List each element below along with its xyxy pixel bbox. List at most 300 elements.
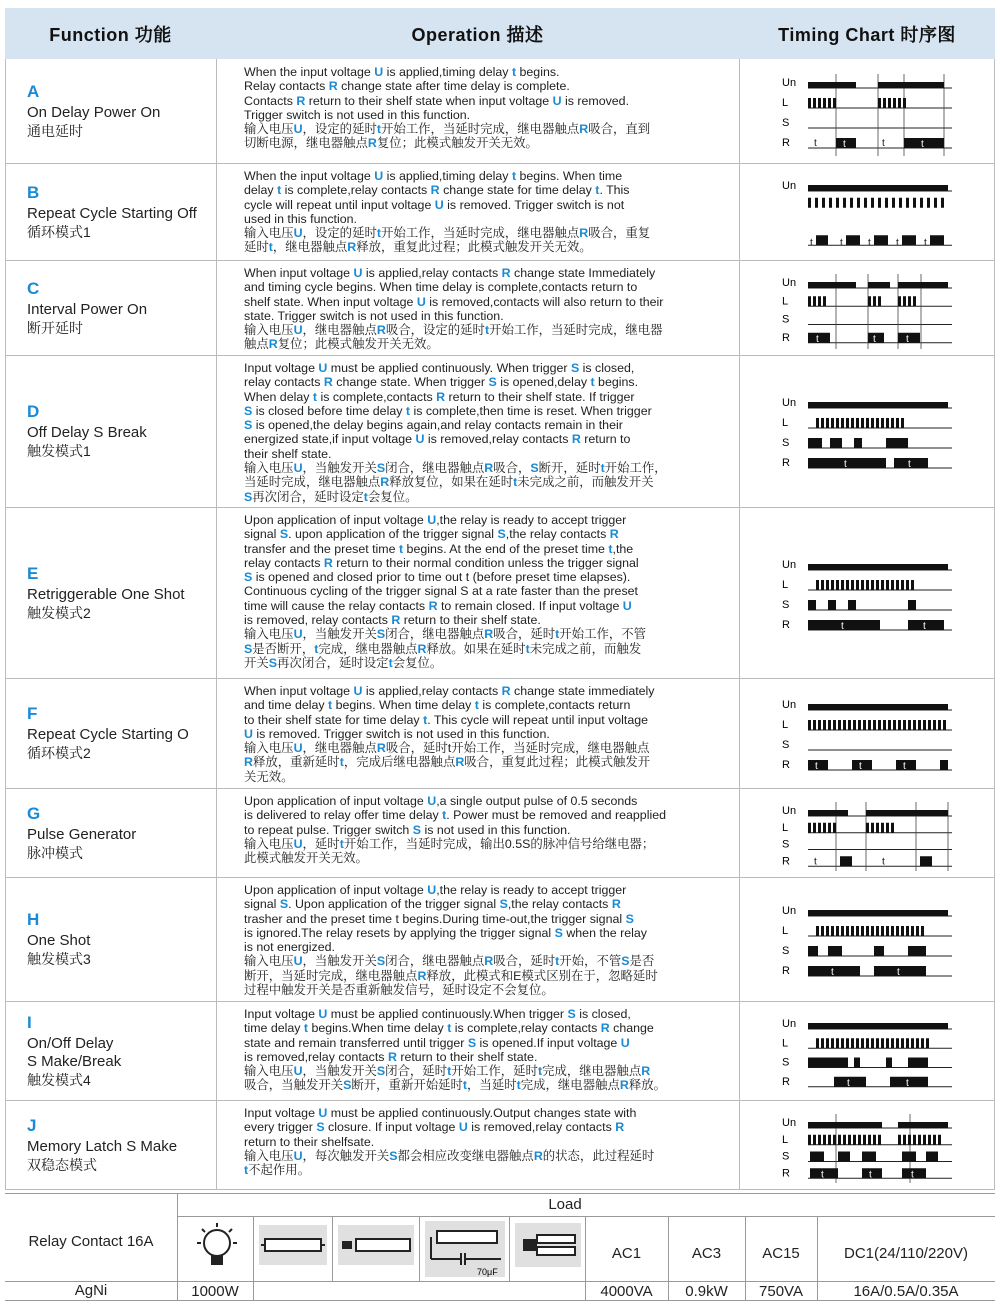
operation-highlight: t — [442, 808, 447, 823]
operation-highlight: t — [405, 403, 410, 418]
operation-highlight: t — [511, 65, 517, 79]
load-end-border — [5, 1300, 995, 1301]
chart-block-s — [862, 1152, 876, 1162]
operation-highlight: R — [619, 1078, 629, 1093]
operation-fragment: is complete,contacts — [317, 389, 437, 404]
operation-highlight: S — [376, 627, 386, 642]
operation-fragment: is opened.If input voltage — [476, 1035, 621, 1050]
operation-fragment: 未完成之前，而触发开关 — [517, 475, 654, 490]
operation-highlight: t — [303, 1021, 309, 1036]
operation-highlight: R — [347, 240, 357, 255]
chart-pulse — [918, 720, 921, 730]
chart-pulse — [836, 198, 839, 208]
operation-fragment: . This cycle will repeat until input voltage — [427, 712, 649, 727]
chart-label-l: L — [782, 417, 789, 429]
chart-pulse — [858, 720, 861, 730]
timing-chart-a — [782, 66, 962, 156]
operation-fragment: is removed. Trigger switch is not used in this function. — [252, 726, 550, 741]
operation-line — [244, 390, 722, 404]
chart-block-r — [816, 235, 828, 245]
operation-highlight: R — [244, 755, 253, 770]
chart-block-un — [898, 1122, 948, 1128]
operation-fragment: 吸合，直到 — [588, 122, 651, 137]
operation-line — [244, 851, 722, 865]
operation-fragment: ，设定的延时 — [302, 226, 377, 241]
chart-pulse — [876, 580, 879, 590]
operation-fragment: is closed before time delay — [252, 403, 406, 418]
chart-t-label: t — [882, 856, 885, 868]
operation-fragment: is applied,timing delay — [383, 65, 512, 79]
chart-pulse — [826, 418, 829, 428]
chart-pulse — [863, 1135, 866, 1145]
operation-line — [244, 79, 722, 93]
operation-fragment: When delay — [244, 389, 313, 404]
chart-pulse — [823, 296, 826, 306]
chart-block-r — [808, 620, 880, 630]
load-v3 — [419, 1216, 420, 1281]
chart-label-s: S — [782, 437, 790, 449]
operation-fragment: must be applied continuously.Output changes state with — [327, 1106, 637, 1120]
operation-fragment: return to their shelf state. — [400, 613, 541, 628]
operation-line — [244, 122, 722, 136]
chart-block-s — [848, 600, 856, 610]
chart-block-un — [878, 82, 944, 88]
chart-block-r — [810, 1168, 838, 1181]
chart-block-un — [808, 185, 948, 191]
timing-chart-b — [782, 169, 962, 254]
operation-fragment: their shelf state. — [244, 446, 332, 461]
operation-text — [244, 794, 722, 865]
operation-line — [244, 1078, 722, 1092]
chart-pulse — [881, 580, 884, 590]
operation-highlight: U — [620, 1035, 630, 1050]
operation-fragment: is applied,relay contacts — [362, 266, 502, 280]
operation-fragment: . Power must be removed and reapplied — [446, 808, 666, 823]
compensated-lamp-icon — [425, 1221, 505, 1277]
chart-pulse — [933, 720, 936, 730]
operation-fragment: 过程中触发开关是否重新触发信号，延时设定不会复位。 — [244, 983, 554, 998]
chart-pulse — [843, 720, 846, 730]
operation-fragment: is removed,contacts will also return to their — [425, 294, 664, 309]
chart-pulse — [831, 1038, 834, 1048]
chart-label-un: Un — [782, 277, 797, 289]
chart-block-r — [846, 235, 860, 245]
operation-highlight: U — [293, 1148, 303, 1163]
operation-fragment: 释放复位，如果在延时 — [389, 475, 514, 490]
operation-line — [244, 969, 722, 983]
material-label: AgNi — [74, 1282, 108, 1299]
operation-fragment: Upon application of input voltage — [244, 794, 428, 808]
operation-line — [244, 542, 722, 556]
operation-fragment: 断开，重新开始延时 — [351, 1078, 463, 1093]
operation-fragment: ，继电器触点 — [302, 741, 377, 756]
operation-fragment: 会复位。 — [367, 489, 418, 504]
chart-block-un — [898, 282, 948, 288]
chart-t-label: t — [814, 138, 817, 149]
operation-fragment: 触点 — [244, 337, 269, 352]
operation-line — [244, 280, 722, 294]
operation-highlight: R — [296, 93, 306, 108]
operation-highlight: U — [415, 432, 425, 447]
chart-pulse — [901, 580, 904, 590]
chart-pulse — [856, 418, 859, 428]
operation-highlight: U — [353, 684, 363, 698]
chart-pulse — [813, 296, 816, 306]
operation-highlight: t — [525, 641, 530, 656]
operation-text — [244, 169, 722, 255]
chart-pulse — [808, 296, 811, 306]
chart-block-s — [838, 1152, 850, 1162]
chart-pulse — [881, 418, 884, 428]
chart-label-s: S — [782, 1150, 790, 1163]
operation-highlight: R — [428, 598, 438, 613]
chart-pulse — [913, 198, 916, 208]
chart-t-label: t — [859, 761, 862, 772]
function-name: On Delay Power On — [27, 104, 161, 121]
function-cell-h — [27, 877, 215, 1001]
chart-pulse — [928, 1135, 931, 1145]
chart-pulse — [921, 1038, 924, 1048]
operation-fragment: return to their shelf state. If trigger — [445, 389, 635, 404]
operation-highlight: S — [316, 1120, 325, 1135]
operation-fragment: 延时 — [244, 240, 269, 255]
operation-line — [244, 1036, 722, 1050]
chart-pulse — [888, 98, 891, 108]
chart-pulse — [815, 198, 818, 208]
operation-fragment: is not used in this function. — [421, 822, 571, 837]
chart-pulse — [836, 580, 839, 590]
operation-fragment: 吸合，设定的延时 — [385, 323, 485, 338]
operation-line — [244, 309, 722, 323]
operation-highlight: R — [268, 337, 278, 352]
load-v4 — [509, 1216, 510, 1281]
chart-label-r: R — [782, 1075, 790, 1088]
operation-line — [244, 823, 722, 837]
operation-highlight: U — [293, 323, 303, 338]
operation-highlight: R — [611, 897, 621, 912]
chart-pulse — [898, 296, 901, 306]
operation-fragment: ，每次触发开关 — [302, 1148, 390, 1163]
operation-fragment: is delivered to relay offer time delay — [244, 808, 443, 823]
chart-label-r: R — [782, 855, 790, 868]
header-operation-label: Operation 描述 — [411, 24, 544, 45]
chart-pulse — [850, 198, 853, 208]
chart-block-un — [868, 282, 890, 288]
operation-fragment: 闭合，继电器触点 — [385, 461, 485, 476]
function-cell-a — [27, 59, 215, 163]
operation-highlight: U — [293, 627, 303, 642]
chart-pulse — [813, 1135, 816, 1145]
chart-t-label: t — [810, 237, 813, 249]
operation-text — [244, 65, 722, 151]
operation-fragment: 输入电压 — [244, 323, 294, 338]
chart-block-un — [808, 910, 948, 916]
chart-label-s: S — [782, 598, 790, 611]
operation-highlight: U — [293, 1064, 303, 1079]
chart-t-label: t — [906, 1077, 909, 1089]
operation-line — [244, 94, 722, 108]
chart-pulse — [886, 580, 889, 590]
operation-highlight: U — [622, 598, 632, 613]
operation-line — [244, 1021, 722, 1035]
chart-label-l: L — [782, 1037, 789, 1050]
operation-highlight: U — [318, 1007, 328, 1021]
operation-highlight: R — [323, 555, 333, 570]
chart-block-r — [904, 138, 944, 148]
timing-chart-h — [782, 894, 962, 984]
operation-highlight: t — [328, 698, 333, 713]
chart-label-s: S — [782, 1056, 790, 1069]
operation-fragment: 释放。如果在延时 — [426, 641, 526, 656]
chart-pulse — [885, 198, 888, 208]
operation-highlight: t — [388, 655, 393, 670]
operation-fragment: is opened and closed prior to time out t (before preset time elapses). — [252, 570, 631, 585]
operation-line — [244, 108, 722, 122]
operation-fragment: 释放，重复此过程；此模式触发开关无效。 — [356, 240, 592, 255]
operation-highlight: R — [391, 613, 401, 628]
operation-highlight: S — [268, 655, 278, 670]
operation-fragment: ,the — [612, 541, 634, 556]
operation-fragment: 断开，当延时完成，继电器触点 — [244, 968, 418, 983]
operation-fragment: begins.When time delay — [308, 1021, 448, 1036]
operation-highlight: S — [244, 489, 253, 504]
chart-t-label: t — [816, 333, 819, 345]
operation-highlight: t — [314, 641, 319, 656]
header-timing — [739, 8, 995, 59]
operation-highlight: R — [417, 641, 427, 656]
operation-highlight: U — [374, 65, 384, 79]
chart-pulse — [871, 580, 874, 590]
chart-label-l: L — [782, 295, 789, 308]
operation-text — [244, 513, 722, 670]
operation-highlight: R — [484, 627, 494, 642]
operation-line — [244, 584, 722, 598]
operation-fragment: . upon application of the trigger signal — [288, 527, 498, 542]
operation-fragment: is closed, — [575, 1007, 631, 1021]
operation-fragment: 开始，不管 — [559, 954, 622, 969]
chart-pulse — [898, 720, 901, 730]
chart-pulse — [836, 418, 839, 428]
chart-pulse — [901, 418, 904, 428]
operation-highlight: t — [462, 1078, 468, 1093]
operation-highlight: t — [537, 1064, 543, 1079]
chart-label-l: L — [782, 578, 789, 591]
chart-block-r — [868, 333, 884, 343]
operation-highlight: U — [353, 266, 363, 280]
function-name: Memory Latch S Make — [27, 1137, 178, 1155]
operation-fragment: 释放，此模式和E模式区别在于，忽略延时 — [426, 968, 658, 983]
operation-fragment: closure. If input voltage — [324, 1120, 459, 1135]
operation-fragment: time delay — [244, 1021, 304, 1036]
operation-line — [244, 1007, 722, 1021]
operation-highlight: t — [555, 954, 560, 969]
chart-pulse — [899, 198, 902, 208]
chart-t-label: t — [896, 237, 899, 249]
operation-highlight: t — [244, 1163, 249, 1178]
operation-highlight: S — [467, 1035, 477, 1050]
chart-pulse — [908, 720, 911, 730]
operation-line — [244, 627, 722, 641]
operation-fragment: is removed,relay contacts — [467, 1120, 616, 1135]
operation-fragment: must be applied continuously. When trigger — [327, 361, 571, 375]
row-separator — [5, 1189, 995, 1190]
chart-pulse — [881, 1038, 884, 1048]
chart-block-r — [808, 458, 886, 468]
operation-fragment: must be applied continuously.When trigger — [327, 1007, 568, 1021]
operation-fragment: ，当触发开关 — [302, 954, 377, 969]
chart-pulse — [898, 1135, 901, 1145]
operation-highlight: R — [376, 741, 386, 756]
operation-fragment: 完成，继电器触点 — [542, 1064, 642, 1079]
chart-pulse — [833, 1135, 836, 1145]
chart-pulse — [866, 580, 869, 590]
chart-t-label: t — [897, 967, 900, 978]
operation-highlight: t — [447, 1021, 452, 1036]
col-dc1: DC1(24/110/220V) — [844, 1245, 968, 1262]
operation-fragment: 再次闭合，延时设定 — [277, 655, 389, 670]
chart-pulse — [818, 823, 821, 833]
operation-highlight: t — [398, 541, 404, 556]
chart-label-s: S — [782, 739, 790, 751]
operation-fragment: delay — [244, 183, 278, 198]
operation-line — [244, 656, 722, 670]
operation-fragment: change state for time delay — [439, 183, 596, 198]
operation-highlight: S — [279, 527, 289, 542]
chart-pulse — [943, 720, 946, 730]
operation-text — [244, 1106, 722, 1177]
operation-highlight: S — [244, 418, 253, 433]
operation-fragment: 输入电压 — [244, 954, 294, 969]
operation-highlight: R — [600, 1021, 610, 1036]
chart-pulse — [906, 580, 909, 590]
operation-highlight: S — [244, 641, 253, 656]
operation-fragment: ,the relay is ready to accept trigger — [436, 513, 627, 527]
chart-pulse — [861, 418, 864, 428]
grid-line-func — [216, 59, 217, 1189]
operation-highlight: t — [339, 755, 344, 770]
operation-highlight: S — [625, 911, 634, 926]
operation-fragment: 吸合，延时t开始工作，当延时完成，继电器触点 — [385, 741, 650, 756]
chart-pulse — [826, 926, 829, 936]
fluorescent-tube-icon — [259, 1225, 327, 1265]
chart-pulse — [876, 926, 879, 936]
col-ac15: AC15 — [762, 1245, 800, 1262]
load-mid-border — [177, 1216, 995, 1217]
operation-fragment: begins. — [516, 65, 560, 79]
operation-highlight: R — [455, 755, 465, 770]
chart-pulse — [871, 926, 874, 936]
operation-highlight: t — [312, 389, 318, 404]
operation-fragment: Relay contacts — [244, 79, 329, 94]
operation-line — [244, 375, 722, 389]
chart-label-un: Un — [782, 180, 797, 192]
chart-pulse — [841, 926, 844, 936]
chart-pulse — [833, 720, 836, 730]
operation-fragment: 开始工作，当延时完成，输出0.5S的脉冲信号给继电器； — [343, 836, 655, 851]
chart-pulse — [808, 198, 811, 208]
chart-label-s: S — [782, 945, 790, 957]
operation-highlight: S — [412, 822, 421, 837]
operation-fragment: 吸合， — [493, 461, 531, 476]
operation-fragment: 切断电源，继电器触点 — [244, 136, 368, 151]
chart-t-label: t — [841, 620, 844, 632]
operation-fragment: 开关 — [244, 655, 269, 670]
operation-fragment: is not energized. — [244, 940, 335, 955]
operation-line — [244, 983, 722, 997]
chart-pulse — [883, 98, 886, 108]
chart-pulse — [920, 198, 923, 208]
function-cn-name: 循环模式1 — [27, 223, 91, 240]
chart-pulse — [848, 1135, 851, 1145]
operation-fragment: 输入电压 — [244, 226, 294, 241]
chart-pulse — [878, 296, 881, 306]
function-name-2: S Make/Break — [27, 1052, 122, 1070]
operation-line — [244, 755, 722, 769]
chart-t-label: t — [882, 138, 885, 149]
chart-block-s — [810, 1152, 824, 1162]
operation-fragment: is applied,timing delay — [383, 169, 512, 183]
operation-fragment: 都会相应改变继电器触点 — [397, 1148, 534, 1163]
chart-t-label: t — [911, 1169, 914, 1181]
chart-pulse — [841, 580, 844, 590]
lamp-value: 1000W — [191, 1283, 239, 1300]
operation-line — [244, 527, 722, 541]
operation-highlight: R — [533, 1148, 543, 1163]
operation-fragment: trasher and the preset time t begins.During time-out,the trigger signal — [244, 911, 626, 926]
operation-fragment: 完成，继电器触点 — [318, 641, 418, 656]
chart-pulse — [836, 1038, 839, 1048]
chart-block-s — [808, 438, 822, 448]
operation-fragment: relay contacts — [244, 375, 324, 390]
function-letter: D — [27, 402, 40, 421]
operation-fragment: ，继电器触点 — [302, 323, 377, 338]
chart-pulse — [818, 296, 821, 306]
operation-line — [244, 198, 722, 212]
operation-fragment: Upon application of input voltage — [244, 883, 428, 897]
operation-fragment: 开始工作，延时 — [451, 1064, 538, 1079]
operation-text — [244, 883, 722, 997]
operation-fragment: when the relay — [562, 925, 647, 940]
operation-highlight: U — [293, 461, 303, 476]
chart-block-s — [908, 946, 926, 956]
function-letter: C — [27, 278, 40, 298]
header-timing-label: Timing Chart 时序图 — [778, 24, 956, 45]
col-ac1: AC1 — [611, 1245, 642, 1262]
operation-highlight: R — [579, 122, 589, 137]
operation-highlight: U — [434, 197, 444, 212]
chart-pulse — [938, 1135, 941, 1145]
operation-fragment: 开始工作， — [604, 461, 667, 476]
function-cell-c — [27, 260, 215, 355]
operation-fragment: return to their shelf state when input voltage — [305, 93, 553, 108]
operation-fragment: is complete,relay contacts — [281, 183, 431, 198]
chart-block-s — [808, 600, 816, 610]
operation-fragment: is closed, — [579, 361, 635, 375]
chart-label-r: R — [782, 965, 790, 977]
operation-line — [244, 912, 722, 926]
operation-highlight: S — [499, 897, 508, 912]
chart-label-r: R — [782, 457, 790, 469]
operation-highlight: S — [389, 1148, 398, 1163]
operation-fragment: begins. When time — [516, 169, 623, 183]
operation-fragment: and timing cycle begins. When time delay is complete,contacts return to — [244, 280, 638, 295]
operation-fragment: 会复位。 — [392, 655, 443, 670]
chart-pulse — [851, 926, 854, 936]
operation-fragment: 此模式触发开关无效。 — [244, 851, 368, 866]
function-letter: H — [27, 910, 40, 929]
chart-block-s — [808, 946, 818, 956]
grid-line-left — [5, 59, 6, 1189]
